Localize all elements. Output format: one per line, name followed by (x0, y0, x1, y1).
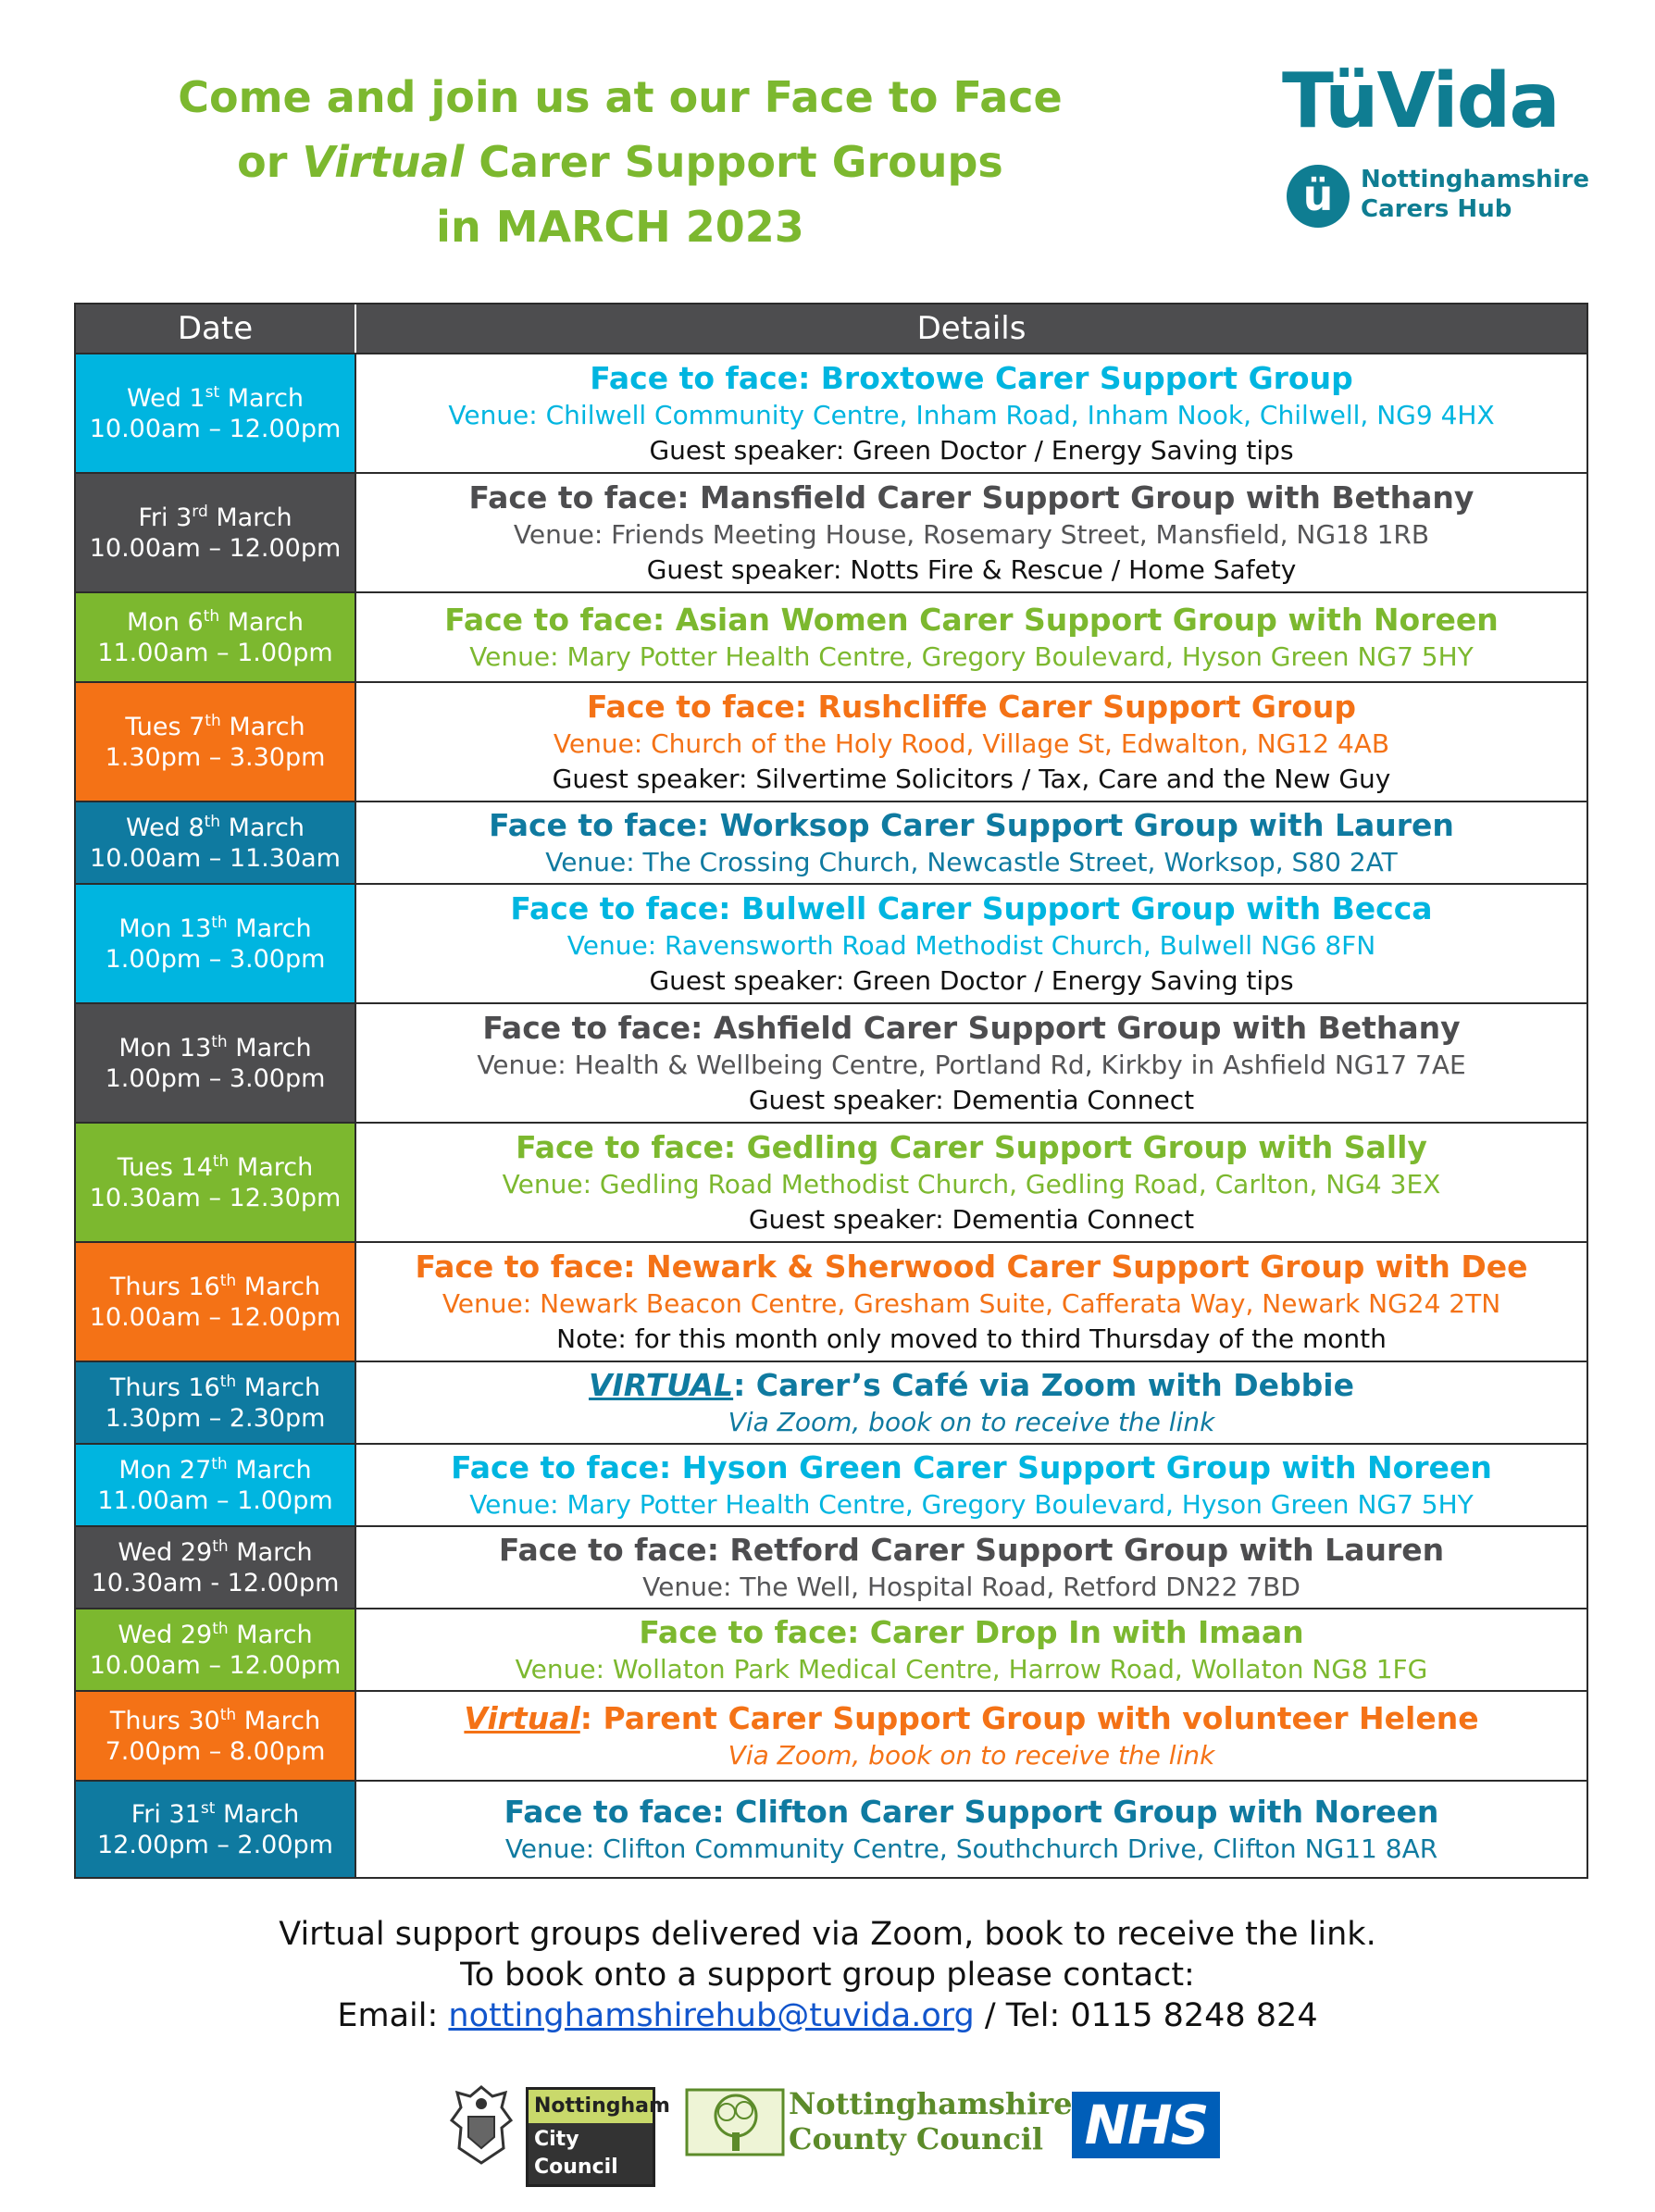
event-title (499, 1531, 1444, 1570)
event-note: Guest speaker: Green Doctor / Energy Saving tips (649, 434, 1294, 466)
city-council-top: Nottingham (529, 2090, 653, 2123)
event-venue: Venue: Ravensworth Road Methodist Church, Bulwell NG6 8FN (566, 929, 1376, 961)
event-day-suffix: th (219, 1705, 237, 1724)
event-day: Tues 7 (125, 712, 205, 741)
schedule-table (74, 303, 1588, 1879)
event-title (639, 1613, 1303, 1652)
event-day: Wed 29 (118, 1620, 213, 1649)
event-day: Wed 8 (126, 813, 205, 842)
virtual-label: Virtual (464, 1699, 580, 1736)
event-month: March (227, 1033, 312, 1063)
nhs-logo: NHS (1072, 2092, 1220, 2158)
column-header-date: Date (76, 304, 356, 353)
event-title (489, 806, 1454, 845)
details-cell (356, 1609, 1587, 1690)
event-title (444, 601, 1499, 640)
tuvida-logo: TüVida (1282, 57, 1559, 145)
table-row (76, 1443, 1587, 1525)
county-council-line-1: Nottinghamshire (789, 2086, 1073, 2121)
event-title-text: Face to face: Bulwell Carer Support Group with Becca (510, 889, 1433, 926)
event-venue: Venue: Chilwell Community Centre, Inham Road, Inham Nook, Chilwell, NG9 4HX (448, 399, 1495, 430)
partner-logos (435, 2079, 1231, 2181)
page-title (111, 65, 1129, 259)
date-cell (76, 802, 356, 883)
event-time: 10.00am – 12.00pm (89, 1302, 342, 1332)
event-date (110, 1373, 320, 1403)
event-venue: Venue: Friends Meeting House, Rosemary Street, Mansfield, NG18 1RB (513, 518, 1430, 550)
event-note: Guest speaker: Notts Fire & Rescue / Home Safety (646, 553, 1297, 585)
title-virtual-word: Virtual (302, 137, 465, 187)
event-month: March (236, 1706, 321, 1735)
event-title (415, 1248, 1527, 1286)
event-day: Wed 29 (118, 1537, 213, 1567)
nottinghamshire-county-council-logo (685, 2086, 1073, 2169)
event-time: 10.30am - 12.00pm (91, 1568, 340, 1597)
footer-line-2: To book onto a support group please contact: (460, 1957, 1195, 1994)
details-cell (356, 1445, 1587, 1525)
event-month: March (227, 1455, 312, 1485)
event-title (504, 1793, 1439, 1832)
event-venue: Venue: Newark Beacon Centre, Gresham Suite, Cafferata Way, Newark NG24 2TN (442, 1287, 1501, 1319)
footer-line-1: Virtual support groups delivered via Zoom, book to receive the link. (279, 1916, 1376, 1953)
event-month: March (207, 503, 292, 532)
event-title (482, 1009, 1460, 1048)
event-date (118, 1537, 312, 1568)
event-day: Tues 14 (117, 1152, 213, 1182)
event-date (138, 503, 292, 533)
event-date (110, 1272, 320, 1302)
event-day: Fri 31 (131, 1799, 201, 1829)
details-cell (356, 1692, 1587, 1780)
event-time: 1.30pm – 2.30pm (105, 1403, 326, 1433)
event-month: March (236, 1373, 321, 1402)
email-link[interactable]: nottinghamshirehub@tuvida.org (448, 1997, 975, 2034)
event-title (589, 1366, 1354, 1405)
event-note: Guest speaker: Dementia Connect (748, 1203, 1195, 1235)
title-line-3: in MARCH 2023 (436, 202, 804, 252)
event-month: March (219, 383, 305, 413)
event-day-suffix: rd (192, 502, 208, 521)
event-date (127, 383, 304, 414)
event-day: Mon 27 (118, 1455, 212, 1485)
carers-hub-line-2: Carers Hub (1361, 195, 1512, 223)
event-note: Guest speaker: Green Doctor / Energy Saving tips (649, 964, 1294, 996)
date-cell (76, 1609, 356, 1690)
event-time: 1.00pm – 3.00pm (105, 944, 326, 974)
event-date (110, 1706, 320, 1736)
contact-footer (0, 1914, 1655, 2036)
table-row (76, 883, 1587, 1002)
event-day-suffix: st (200, 1798, 216, 1818)
nottingham-city-council-logo (444, 2083, 670, 2179)
date-cell (76, 1782, 356, 1877)
details-cell (356, 1124, 1587, 1241)
event-title (590, 359, 1352, 398)
event-month: March (228, 1620, 313, 1649)
event-time: 10.00am – 12.00pm (89, 414, 342, 443)
event-title-text: Face to face: Carer Drop In with Imaan (639, 1613, 1304, 1650)
footer-line-3 (0, 1995, 1655, 2036)
event-time: 10.00am – 12.00pm (89, 1650, 342, 1680)
event-date (127, 607, 304, 638)
event-time: 7.00pm – 8.00pm (105, 1736, 326, 1766)
table-row (76, 681, 1587, 801)
event-title-text: : Carer’s Café via Zoom with Debbie (733, 1366, 1354, 1403)
event-day-suffix: th (212, 1619, 229, 1638)
table-row (76, 1002, 1587, 1122)
details-cell (356, 885, 1587, 1002)
event-title (516, 1128, 1427, 1167)
event-day-suffix: th (205, 711, 221, 730)
event-title-text: Face to face: Rushcliffe Carer Support Group (586, 688, 1357, 725)
event-title-text: Face to face: Ashfield Carer Support Group with Bethany (482, 1009, 1461, 1046)
title-line-1: Come and join us at our Face to Face (178, 72, 1063, 122)
city-council-wordmark (526, 2087, 670, 2187)
date-cell (76, 1445, 356, 1525)
event-title-text: Face to face: Broxtowe Carer Support Group (590, 359, 1353, 396)
event-title (510, 889, 1432, 928)
event-title-text: Face to face: Clifton Carer Support Group with Noreen (504, 1793, 1439, 1830)
event-month: March (215, 1799, 300, 1829)
event-date (125, 712, 305, 742)
event-venue: Venue: Wollaton Park Medical Centre, Harrow Road, Wollaton NG8 1FG (515, 1653, 1428, 1684)
event-month: March (228, 1537, 313, 1567)
table-row (76, 1780, 1587, 1877)
event-day: Fri 3 (138, 503, 193, 532)
event-venue: Venue: The Crossing Church, Newcastle Street, Worksop, S80 2AT (545, 846, 1398, 877)
date-cell (76, 1527, 356, 1608)
table-row (76, 1361, 1587, 1443)
date-cell (76, 885, 356, 1002)
event-time: 10.30am – 12.30pm (89, 1183, 342, 1212)
event-month: March (227, 913, 312, 943)
event-day-suffix: th (219, 1372, 237, 1391)
carers-hub-icon: ü (1287, 165, 1350, 228)
details-cell (356, 1782, 1587, 1877)
event-time: 10.00am – 11.30am (90, 843, 341, 873)
carers-hub-line-1: Nottinghamshire (1361, 166, 1590, 193)
event-title-text: : Parent Carer Support Group with volunteer Helene (579, 1699, 1479, 1736)
event-venue: Venue: Church of the Holy Rood, Village St, Edwalton, NG12 4AB (553, 727, 1390, 759)
event-title-text: Face to face: Gedling Carer Support Group with Sally (516, 1128, 1427, 1165)
event-date (131, 1799, 300, 1830)
title-line-2-pre: or (237, 137, 303, 187)
event-title-text: Face to face: Asian Women Carer Support Group with Noreen (444, 601, 1499, 638)
event-time: 1.00pm – 3.00pm (105, 1063, 326, 1093)
event-day-suffix: th (212, 1536, 229, 1556)
page-header (0, 56, 1655, 268)
event-note: Guest speaker: Silvertime Solicitors / Tax, Care and the New Guy (552, 763, 1391, 794)
event-venue: Via Zoom, book on to receive the link (728, 1406, 1215, 1437)
event-time: 1.30pm – 3.30pm (105, 742, 326, 772)
event-title-text: Face to face: Newark & Sherwood Carer Support Group with Dee (415, 1248, 1528, 1285)
county-tree-icon (685, 2086, 787, 2158)
event-note: Note: for this month only moved to third Thursday of the month (556, 1323, 1387, 1354)
table-row (76, 472, 1587, 591)
event-time: 11.00am – 1.00pm (97, 638, 333, 667)
date-cell (76, 1004, 356, 1122)
event-title (464, 1699, 1478, 1738)
event-day: Mon 13 (118, 913, 212, 943)
event-day-suffix: th (211, 1032, 228, 1051)
event-date (118, 1033, 311, 1063)
event-day-suffix: th (203, 606, 220, 626)
table-row (76, 1525, 1587, 1608)
event-day-suffix: th (211, 913, 228, 932)
carers-hub-text (1361, 165, 1589, 224)
event-date (118, 1152, 313, 1183)
event-title (451, 1448, 1492, 1487)
date-cell (76, 354, 356, 472)
date-cell (76, 1692, 356, 1780)
table-row (76, 1241, 1587, 1361)
event-date (118, 913, 311, 944)
event-time: 11.00am – 1.00pm (97, 1485, 333, 1515)
details-cell (356, 593, 1587, 681)
event-day: Thurs 16 (109, 1373, 220, 1402)
event-date (126, 813, 305, 843)
table-row (76, 1608, 1587, 1690)
details-cell (356, 1243, 1587, 1361)
title-line-2 (111, 130, 1129, 194)
table-row (76, 801, 1587, 883)
event-title-text: Face to face: Retford Carer Support Group with Lauren (498, 1531, 1445, 1568)
event-venue: Venue: Mary Potter Health Centre, Gregory Boulevard, Hyson Green NG7 5HY (469, 1488, 1474, 1520)
event-title-text: Face to face: Hyson Green Carer Support Group with Noreen (451, 1448, 1492, 1485)
telephone-text: / Tel: 0115 8248 824 (974, 1997, 1318, 2034)
event-venue: Venue: Gedling Road Methodist Church, Gedling Road, Carlton, NG4 3EX (502, 1168, 1441, 1199)
email-label: Email: (337, 1997, 449, 2034)
date-cell (76, 683, 356, 801)
event-time: 10.00am – 12.00pm (89, 533, 342, 563)
event-title-text: Face to face: Worksop Carer Support Group with Lauren (489, 806, 1454, 843)
event-month: March (236, 1272, 321, 1301)
event-day-suffix: th (204, 812, 221, 831)
details-cell (356, 354, 1587, 472)
details-cell (356, 1362, 1587, 1443)
event-day-suffix: th (211, 1454, 228, 1473)
event-title (587, 688, 1356, 727)
event-time: 12.00pm – 2.00pm (97, 1830, 333, 1859)
event-month: March (219, 607, 305, 637)
table-row (76, 353, 1587, 472)
event-venue: Venue: The Well, Hospital Road, Retford DN22 7BD (642, 1571, 1300, 1602)
title-line-2-post: Carer Support Groups (464, 137, 1003, 187)
column-header-details: Details (916, 310, 1027, 347)
details-cell (356, 1004, 1587, 1122)
county-council-wordmark (789, 2086, 1072, 2156)
event-venue: Venue: Health & Wellbeing Centre, Portland Rd, Kirkby in Ashfield NG17 7AE (477, 1049, 1466, 1080)
county-council-line-2: County Council (789, 2121, 1043, 2156)
details-cell (356, 474, 1587, 591)
event-month: March (220, 712, 305, 741)
event-venue: Venue: Mary Potter Health Centre, Gregory Boulevard, Hyson Green NG7 5HY (469, 640, 1474, 672)
event-day: Thurs 16 (109, 1272, 220, 1301)
date-cell (76, 1124, 356, 1241)
event-date (118, 1620, 312, 1650)
details-cell (356, 1527, 1587, 1608)
table-header (76, 304, 1587, 353)
table-row (76, 1690, 1587, 1780)
details-cell (356, 683, 1587, 801)
date-cell (76, 1362, 356, 1443)
event-day: Mon 13 (118, 1033, 212, 1063)
event-day-suffix: st (205, 382, 220, 402)
event-day: Wed 1 (126, 383, 205, 413)
event-day: Mon 6 (126, 607, 204, 637)
event-title-text: Face to face: Mansfield Carer Support Group with Bethany (468, 478, 1475, 516)
city-council-bottom: City Council (529, 2123, 653, 2184)
event-title (469, 478, 1475, 517)
carers-hub-logo (1287, 159, 1590, 242)
date-cell (76, 593, 356, 681)
table-row (76, 1122, 1587, 1241)
event-note: Guest speaker: Dementia Connect (748, 1084, 1195, 1115)
date-cell (76, 474, 356, 591)
date-cell (76, 1243, 356, 1361)
event-day-suffix: th (212, 1151, 230, 1171)
event-date (118, 1455, 311, 1485)
city-crest-icon (444, 2083, 518, 2167)
details-cell (356, 802, 1587, 883)
event-venue: Venue: Clifton Community Centre, Southchurch Drive, Clifton NG11 8AR (504, 1833, 1438, 1864)
event-month: March (229, 1152, 314, 1182)
event-day: Thurs 30 (109, 1706, 220, 1735)
table-body (76, 353, 1587, 1877)
virtual-label: VIRTUAL (588, 1366, 734, 1403)
table-row (76, 591, 1587, 681)
event-day-suffix: th (219, 1271, 237, 1290)
event-venue: Via Zoom, book on to receive the link (728, 1739, 1215, 1771)
event-month: March (220, 813, 305, 842)
